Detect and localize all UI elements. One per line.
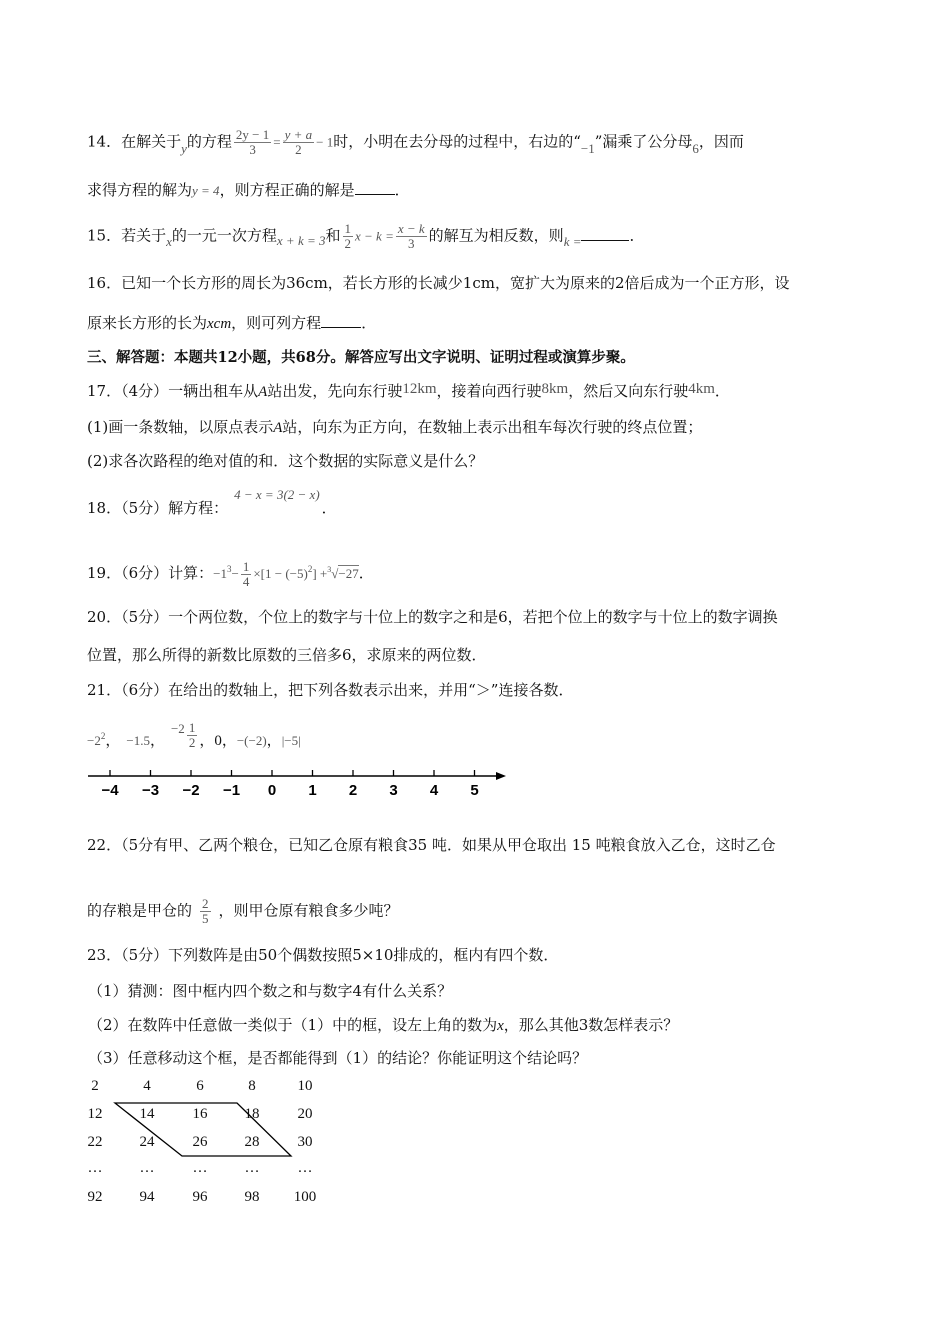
matrix-cell: … (297, 1160, 313, 1176)
rhs-den: 2 (295, 142, 302, 157)
q19-fraction (241, 560, 252, 589)
matrix-cell: 24 (139, 1134, 155, 1150)
q20-line1: 20．（5分）一个两位数，个位上的数字与十位上的数字之和是6，若把个位上的数字与十位上的数字调换 (87, 608, 778, 626)
xk-num: x − k (397, 221, 425, 236)
q18-end: ． (321, 499, 337, 517)
q16-line2-a: 原来长方形的长为 (87, 314, 208, 332)
q15-text3: 和 (325, 226, 341, 245)
lhs-den: 3 (249, 142, 256, 157)
q23-p2-b: ，那么其他3数怎样表示？ (503, 1016, 679, 1034)
q15-text4: 的解互为相反数，则 (428, 226, 564, 245)
matrix-cell: 2 (91, 1078, 99, 1094)
matrix-cell: 100 (293, 1189, 317, 1205)
q21-line1: 21．（6分）在给出的数轴上，把下列各数表示出来，并用“＞”连接各数． (87, 681, 574, 699)
q15-text2: 的一元一次方程 (171, 226, 277, 245)
matrix-cell: … (139, 1160, 155, 1176)
station-a-2: A (273, 420, 283, 436)
var-x: x (166, 233, 172, 249)
xk-fraction (396, 222, 427, 251)
num-neg-1-5: −1.5 (126, 733, 150, 748)
q17-text2: 站出发，先向东行驶 (267, 382, 403, 400)
q17-p1-a: (1)画一条数轴，以原点表示 (87, 418, 274, 436)
dist-12km: 12km (402, 381, 437, 397)
axis-tick-label: −3 (141, 782, 160, 799)
var-y: y (181, 140, 187, 156)
q16-line2 (87, 311, 376, 335)
axis-tick-label: 3 (389, 782, 398, 799)
q15-answer-blank[interactable] (581, 224, 629, 241)
q14-text4: ”漏乘了公分母 (594, 132, 693, 151)
q22-num: 2 (202, 896, 209, 911)
half-fraction (343, 222, 354, 251)
comma-3: ， (199, 731, 215, 749)
q19-exp2: 2 (307, 564, 313, 574)
q22-line2 (87, 897, 399, 926)
q14-line1 (87, 128, 744, 157)
num-neg-2-half-frac (187, 721, 198, 750)
q19-num: 1 (242, 558, 250, 574)
half-den: 2 (344, 236, 352, 251)
axis-tick-label: −4 (101, 782, 119, 799)
q19-root-index: 3 (327, 565, 332, 574)
q18-equation: 4 − x = 3(2 − x) (234, 487, 320, 502)
matrix-cell: … (192, 1160, 208, 1176)
comma-4: ， (221, 731, 237, 749)
num-zero: 0 (214, 733, 222, 749)
cube-root-icon: √ (331, 566, 339, 581)
q17-text4: ，然后又向东行驶 (568, 382, 689, 400)
matrix-cell: 20 (297, 1106, 313, 1122)
q21-numbers (87, 719, 301, 756)
q19-minus: − (231, 566, 239, 581)
q15-number: 15． (87, 226, 122, 245)
y-equals-4: y = 4 (192, 183, 220, 198)
num-neg-2-half-whole: −2 (170, 721, 185, 736)
q19-end: ． (358, 564, 374, 582)
q20-line2: 位置，那么所得的新数比原数的三倍多6，求原来的两位数． (87, 646, 487, 664)
q22-line1: 22．（5分有甲、乙两个粮仓，已知乙仓原有粮食35 吨．如果从甲仓取出 15 吨粮食放入乙仓，这时乙仓 (87, 836, 776, 854)
q16-answer-blank[interactable] (321, 311, 361, 328)
q15-mid: x − k = (355, 228, 394, 244)
q14-text3: 时，小明在去分母的过程中，右边的“ (333, 132, 581, 151)
q18-text1: 18．（5分）解方程： (87, 499, 229, 517)
q23-part3: （3）任意移动这个框，是否都能得到（1）的结论？你能证明这个结论吗？ (88, 1049, 588, 1067)
q19-plus: ] + (312, 566, 328, 581)
station-a: A (258, 384, 268, 400)
q23-p2-a: （2）在数阵中任意做一类似于（1）中的框，设左上角的数为 (88, 1016, 498, 1034)
matrix-cell: 16 (192, 1106, 208, 1122)
axis-arrow-icon (496, 772, 506, 780)
q14-answer-blank[interactable] (355, 178, 395, 195)
rhs-fraction (283, 128, 315, 157)
q14-text2: 的方程 (186, 132, 232, 151)
matrix-cell: 98 (244, 1189, 260, 1205)
q17-text1: 17．（4分）一辆出租车从 (87, 382, 259, 400)
neg-one: −1 (580, 140, 595, 156)
matrix-cell: 96 (192, 1189, 208, 1205)
q17-line1 (87, 380, 730, 403)
q17-part2: (2)求各次路程的绝对值的和．这个数据的实际意义是什么？ (87, 452, 484, 470)
axis-ticks (101, 770, 478, 799)
matrix-cell: 12 (87, 1106, 103, 1122)
q14-text1: 在解关于 (121, 132, 182, 151)
q17-text3: ，接着向西行驶 (436, 382, 542, 400)
comma-5: ， (266, 731, 282, 749)
q19-bracket: ×[1 − (−5) (253, 566, 308, 581)
q16-line2-b: ，则可列方程 (231, 314, 322, 332)
axis-tick-label: −1 (222, 782, 241, 799)
k-equals: k = (563, 233, 582, 249)
q17-part1 (87, 416, 702, 439)
q19-radicand: −27 (338, 566, 359, 581)
section-3-heading: 三、解答题：本题共12小题，共68分。解答应写出文字说明、证明过程或演算步聚。 (87, 349, 635, 366)
lhs-fraction (234, 128, 271, 157)
q17-text5: ． (714, 382, 730, 400)
q22-line2-a: 的存粮是甲仓的 (87, 901, 193, 920)
six: 6 (692, 140, 699, 156)
q14-line2 (87, 178, 410, 202)
matrix-cell: 8 (248, 1078, 256, 1094)
q15-line (87, 222, 645, 251)
q14-line2-b: ，则方程正确的解是 (219, 181, 355, 199)
exp-2: 2 (100, 731, 106, 741)
axis-tick-label: 1 (308, 782, 317, 799)
num-abs-neg-5: |−5| (281, 733, 301, 748)
rhs-tail: − 1 (316, 134, 334, 150)
half-d: 2 (188, 734, 196, 750)
q14-line2-c: ． (394, 181, 410, 199)
q19-line (87, 558, 374, 589)
matrix-cell: 28 (244, 1134, 260, 1150)
q15-end: ． (629, 226, 645, 245)
dist-8km: 8km (541, 381, 569, 397)
xcm: xcm (207, 316, 232, 332)
matrix-cell: … (244, 1160, 260, 1176)
q14-line2-a: 求得方程的解为 (87, 181, 193, 199)
axis-tick-label: 0 (267, 782, 277, 799)
matrix-cell: 26 (192, 1134, 208, 1150)
q23-line1: 23．（5分）下列数阵是由50个偶数按照5×10排成的，框内有四个数． (87, 946, 559, 964)
axis-tick-label: 4 (429, 782, 439, 799)
q14-number: 14． (87, 132, 122, 151)
q14-text5: ，因而 (698, 132, 744, 151)
q22-line2-b: ，则甲仓原有粮食多少吨？ (218, 901, 399, 920)
number-axis[interactable] (0, 762, 950, 802)
q23-var-x: x (497, 1018, 504, 1034)
xk-den: 3 (408, 236, 415, 251)
num-neg-2-squared: −2 (87, 733, 101, 748)
q15-eq1: x + k = 3 (276, 232, 326, 248)
matrix-cell: 18 (244, 1106, 260, 1122)
q23-part2 (88, 1014, 678, 1037)
q22-den: 5 (202, 911, 209, 926)
axis-tick-label: 5 (470, 782, 479, 799)
comma-1: ， (105, 731, 121, 749)
q15-text1: 若关于 (121, 226, 167, 245)
comma-2: ， (149, 731, 165, 749)
matrix-cell: 92 (87, 1189, 103, 1205)
matrix-cell: 22 (87, 1134, 103, 1150)
q22-fraction (200, 897, 211, 926)
num-neg-neg-2: −(−2) (236, 733, 267, 748)
q23-part1: （1）猜测：图中框内四个数之和与数字4有什么关系？ (88, 982, 453, 1000)
matrix-cell: 4 (143, 1078, 151, 1094)
axis-tick-label: 2 (348, 782, 358, 799)
eq-sign: = (273, 134, 281, 150)
q19-exp3: 3 (226, 564, 232, 574)
matrix-cell: 10 (297, 1078, 313, 1094)
matrix-cell: 6 (196, 1078, 204, 1094)
q16-line2-c: ． (361, 314, 377, 332)
rhs-num: y + a (284, 127, 313, 142)
half-n: 1 (188, 719, 196, 735)
q16-line1: 16．已知一个长方形的周长为36cm，若长方形的长减少1cm，宽扩大为原来的2倍后成为一个正方形，设 (87, 274, 790, 292)
half-num: 1 (344, 221, 352, 236)
lhs-num: 2y − 1 (235, 127, 270, 142)
matrix-cell: 14 (139, 1106, 155, 1122)
matrix-cell: … (87, 1160, 103, 1176)
matrix-cell: 30 (297, 1134, 313, 1150)
q18-line (87, 487, 337, 520)
q19-text1: 19．（6分）计算： (87, 564, 214, 582)
axis-tick-label: −2 (182, 782, 200, 799)
matrix-cell: 94 (139, 1189, 155, 1205)
q17-p1-b: 站，向东为正方向，在数轴上表示出租车每次行驶的终点位置； (282, 418, 703, 436)
dist-4km: 4km (688, 381, 715, 397)
q19-den: 4 (242, 573, 250, 589)
q19-neg-one: −1 (213, 566, 227, 581)
